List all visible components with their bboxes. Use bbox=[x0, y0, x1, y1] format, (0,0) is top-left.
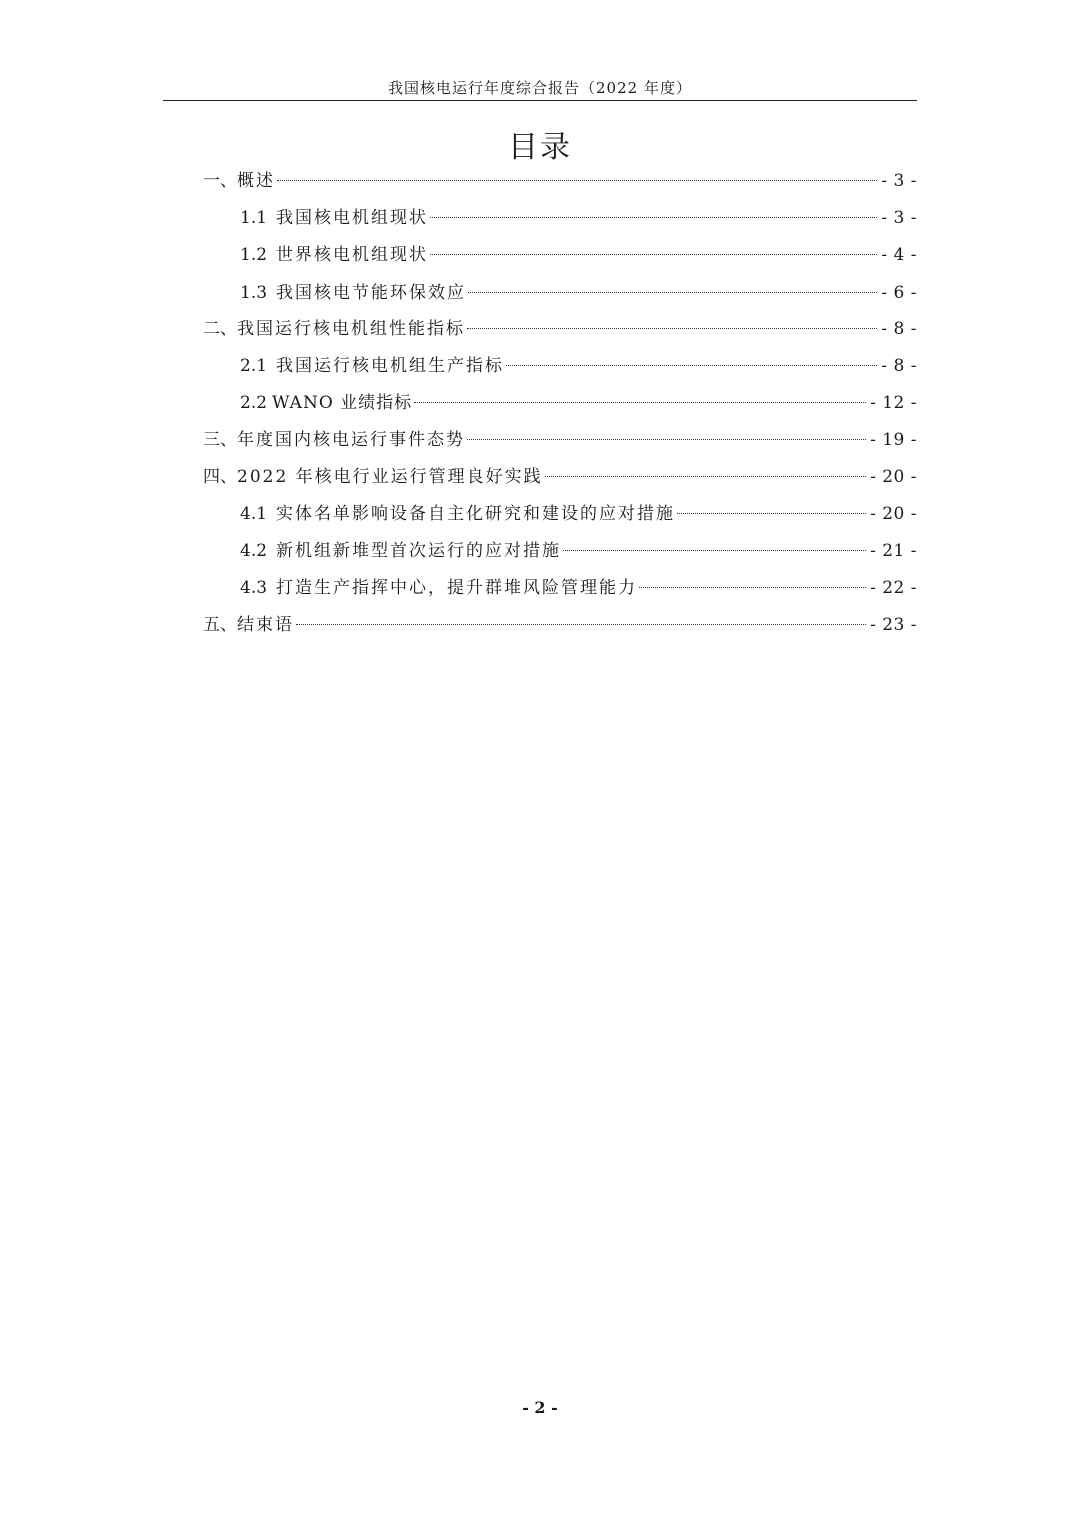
toc-entry-page: - 12 - bbox=[870, 393, 917, 413]
toc-entry-number: 三、 bbox=[203, 430, 237, 450]
toc-entry-number: 1.1 bbox=[240, 208, 268, 228]
toc-entry-label: 概述 bbox=[237, 171, 275, 191]
toc-dot-leader bbox=[563, 550, 866, 551]
toc-entry-page: - 20 - bbox=[870, 504, 917, 524]
toc-entry-4[interactable] bbox=[203, 464, 917, 490]
toc-entry-2[interactable] bbox=[203, 316, 917, 342]
toc-dot-leader bbox=[467, 439, 866, 440]
toc-entry-number: 五、 bbox=[203, 615, 237, 635]
toc-dot-leader bbox=[430, 217, 877, 218]
toc-entry-page: - 23 - bbox=[870, 615, 917, 635]
toc-entry-number: 1.2 bbox=[240, 245, 268, 265]
toc-dot-leader bbox=[414, 402, 866, 403]
toc-entry-label: 我国运行核电机组生产指标 bbox=[276, 356, 505, 376]
toc-entry-label: 2022 年核电行业运行管理良好实践 bbox=[237, 467, 543, 487]
toc-entry-label: 年度国内核电运行事件态势 bbox=[237, 430, 465, 450]
toc-dot-leader bbox=[506, 365, 877, 366]
toc-entry-label: 新机组新堆型首次运行的应对措施 bbox=[276, 541, 562, 561]
toc-entry-label: 我国核电节能环保效应 bbox=[276, 283, 467, 303]
toc-entry-page: - 20 - bbox=[870, 467, 917, 487]
toc-entry-label: 我国核电机组现状 bbox=[276, 208, 429, 228]
toc-entry-label: 世界核电机组现状 bbox=[276, 245, 429, 265]
toc-entry-page: - 19 - bbox=[870, 430, 917, 450]
toc-dot-leader bbox=[677, 513, 866, 514]
toc-entry-number: 二、 bbox=[203, 319, 237, 339]
toc-entry-label: 我国运行核电机组性能指标 bbox=[237, 319, 465, 339]
page-number: - 2 - bbox=[522, 1398, 558, 1417]
toc-entry-label: 实体名单影响设备自主化研究和建设的应对措施 bbox=[276, 504, 676, 524]
toc-entry-number: 1.3 bbox=[240, 283, 268, 303]
toc-entry-1-3[interactable] bbox=[240, 280, 917, 306]
table-of-contents bbox=[0, 0, 1080, 700]
toc-dot-leader bbox=[545, 476, 866, 477]
toc-entry-number: 2.2 bbox=[240, 393, 268, 413]
toc-entry-label: 结束语 bbox=[237, 615, 294, 635]
toc-dot-leader bbox=[468, 292, 877, 293]
toc-entry-1-2[interactable] bbox=[240, 242, 917, 268]
toc-dot-leader bbox=[277, 180, 877, 181]
toc-entry-number: 四、 bbox=[203, 467, 237, 487]
toc-entry-4-3[interactable] bbox=[240, 575, 917, 601]
toc-entry-number: 2.1 bbox=[240, 356, 268, 376]
toc-entry-label: WANO 业绩指标 bbox=[272, 393, 413, 413]
toc-entry-label: 打造生产指挥中心，提升群堆风险管理能力 bbox=[276, 578, 638, 598]
toc-entry-number: 4.1 bbox=[240, 504, 268, 524]
toc-entry-page: - 8 - bbox=[881, 319, 917, 339]
toc-entry-page: - 8 - bbox=[881, 356, 917, 376]
toc-entry-page: - 6 - bbox=[881, 283, 917, 303]
toc-dot-leader bbox=[639, 587, 866, 588]
toc-entry-page: - 4 - bbox=[881, 245, 917, 265]
toc-entry-2-2[interactable] bbox=[240, 390, 917, 416]
toc-entry-page: - 22 - bbox=[870, 578, 917, 598]
toc-entry-1[interactable] bbox=[203, 168, 917, 194]
toc-entry-page: - 3 - bbox=[881, 171, 917, 191]
toc-entry-page: - 21 - bbox=[870, 541, 917, 561]
running-header: 我国核电运行年度综合报告（2022 年度） bbox=[388, 79, 692, 97]
toc-dot-leader bbox=[430, 254, 877, 255]
toc-entry-number: 4.3 bbox=[240, 578, 268, 598]
toc-entry-2-1[interactable] bbox=[240, 353, 917, 379]
toc-entry-number: 4.2 bbox=[240, 541, 268, 561]
toc-entry-number: 一、 bbox=[203, 171, 237, 191]
toc-entry-1-1[interactable] bbox=[240, 205, 917, 231]
toc-title: 目录 bbox=[508, 130, 572, 165]
toc-entry-5[interactable] bbox=[203, 612, 917, 638]
toc-entry-4-2[interactable] bbox=[240, 538, 917, 564]
toc-dot-leader bbox=[296, 624, 866, 625]
toc-entry-page: - 3 - bbox=[881, 208, 917, 228]
toc-dot-leader bbox=[467, 328, 877, 329]
toc-entry-3[interactable] bbox=[203, 427, 917, 453]
toc-entry-4-1[interactable] bbox=[240, 501, 917, 527]
